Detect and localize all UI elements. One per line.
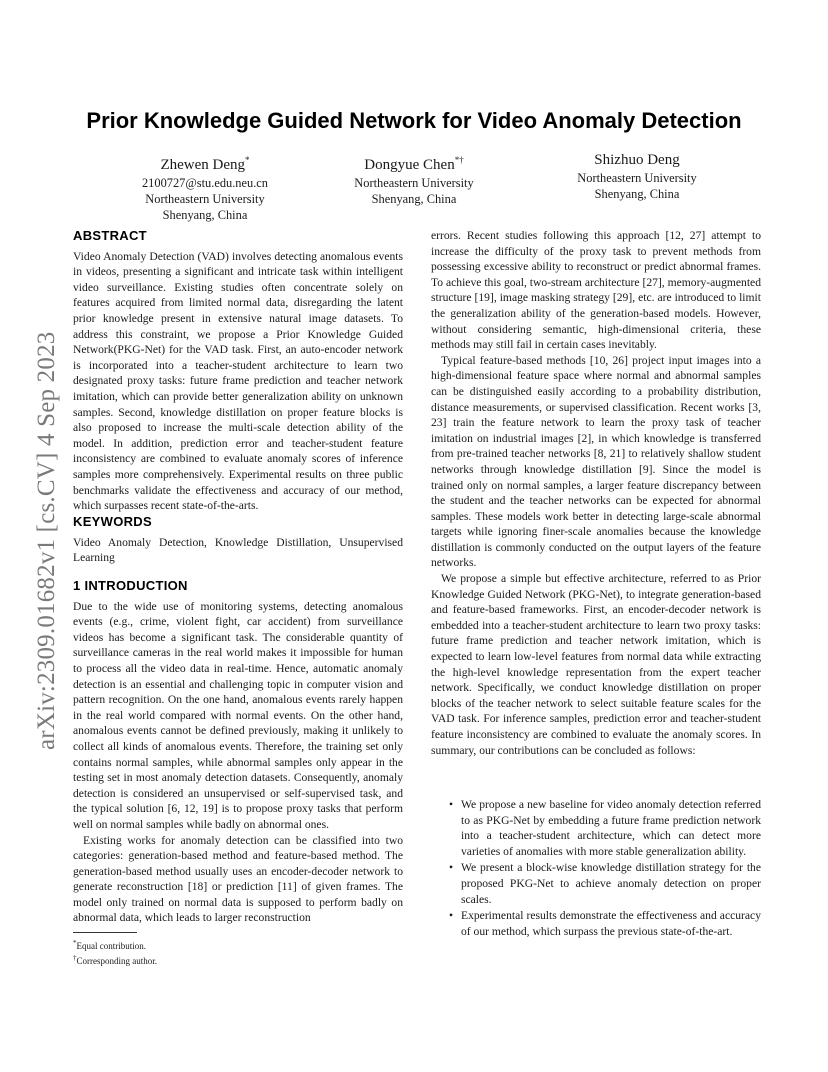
author-affiliation: Northeastern University (354, 176, 474, 190)
paper-title: Prior Knowledge Guided Network for Video Anomaly Detection (86, 108, 742, 133)
intro-paragraph-1: Due to the wide use of monitoring systems, detecting anomalous events (e.g., crime, violent fight, car accident) from surveillance videos has become a significant task. The considerable quantity of surveillance cameras in the real world makes it impossible for human to process all the video data in real-time. Hence, automatic anomaly detection is an essential and challenging topic in computer vision and pattern recognition. On the one hand, anomalous events rarely happen in the real world compared with normal events. On the other hand, anomalous events cannot be defined previously, making it unlikely to collect all kinds of anomalous events. Therefore, the training set only contains normal samples, while abnormal samples only appear in the testing set in most anomaly detection datasets. Consequently, anomaly detection is considered an unsupervised or self-supervised task, and the typical solution [6, 12, 19] is to propose proxy tasks that perform well on normal samples while badly on abnormal ones. (73, 599, 403, 831)
right-column (431, 228, 761, 758)
intro-paragraph-3: errors. Recent studies following this approach [12, 27] attempt to increase the difficulty of the proxy task to prevent methods from possessing excessive ability to reconstruct or predict abnormal frames. To achieve this goal, two-stream architecture [27], memory-augmented structure [19], image masking strategy [29], etc. are introduced to limit the generalization ability of the generation-based models. However, without considering semantic, high-dimensional criteria, these methods may still fail in certain cases inevitably. (431, 229, 761, 352)
intro-paragraph-2: Existing works for anomaly detection can be classified into two categories: generation-based method and feature-based method. The generation-based method usually uses an encoder-decoder network to generate reconstruction [18] or prediction [11] of given frames. The model only trained on normal data is supposed to perform badly on abnormal data, which leads to larger reconstruction (73, 833, 403, 925)
author-mark: *† (454, 155, 464, 165)
contribution-item: • We propose a new baseline for video anomaly detection referred to as PKG-Net by embedding a future frame prediction network into a teacher-student architecture, which can detect more varieties of anomalies with more stable generalization ability. (449, 798, 761, 858)
keywords-text: Video Anomaly Detection, Knowledge Distillation, Unsupervised Learning (73, 535, 403, 565)
footnote-equal-contribution: *Equal contribution. (73, 939, 146, 951)
contribution-item: • Experimental results demonstrate the effectiveness and accuracy of our method, which surpass the previous state-of-the-art. (449, 909, 761, 938)
introduction-section (73, 578, 403, 926)
author-name: Zhewen Deng (160, 157, 246, 173)
arxiv-identifier-stamp: arXiv:2309.01682v1 [cs.CV] 4 Sep 2023 (33, 331, 60, 750)
intro-paragraph-4: Typical feature-based methods [10, 26] project input images into a high-dimensional feature space where normal and abnormal samples can be distinguished easily according to a probability distribution, distance measurements, or supervised classification. Recent works [3, 23] train the feature network to learn the proxy task of teacher imitation on industrial images [2], in which knowledge is transferred from pre-trained teacher networks [8, 21] to relatively shallow student networks through knowledge distillation [9]. Since the model is trained only on normal samples, a larger feature discrepancy between the student and the teacher networks can be expected for abnormal samples. These models work better in detecting large-scale abnormal targets while ignoring finer-scale anomalies because the knowledge distillation is commonly conducted on the output layers of the feature networks. (431, 353, 761, 570)
author-block-2 (304, 150, 524, 207)
contributions-list (431, 797, 761, 940)
abstract-text: Video Anomaly Detection (VAD) involves detecting anomalous events in videos, presenting a significant and intricate task within intelligent video surveillance. Existing studies often concentrate solely on features acquired from limited normal data, disregarding the latent prior knowledge present in extensive natural image datasets. To address this constraint, we propose a Prior Knowledge Guided Network(PKG-Net) for the VAD task. First, an auto-encoder network is incorporated into a teacher-student architecture to learn two designated proxy tasks: future frame prediction and teacher network imitation, which can provide better generalization ability on unknown samples. Second, knowledge distillation on proper feature blocks is also proposed to increase the multi-scale detection ability of the model. In addition, prediction error and teacher-student feature inconsistency are combined to evaluate anomaly scores of inference samples more comprehensively. Experimental results on three public benchmarks validate the effectiveness and accuracy of our method, which surpasses recent state-of-the-arts. (73, 249, 403, 513)
author-affiliation: Northeastern University (577, 171, 697, 185)
left-column (73, 228, 403, 514)
author-block-3 (527, 150, 747, 202)
footnote-rule (73, 932, 137, 933)
keywords-heading: KEYWORDS (73, 514, 152, 529)
author-block-1 (95, 150, 315, 223)
author-name: Dongyue Chen (364, 157, 455, 173)
author-location: Shenyang, China (371, 192, 457, 206)
author-mark: * (245, 155, 250, 165)
introduction-heading: 1 INTRODUCTION (73, 578, 188, 593)
intro-paragraph-5: We propose a simple but effective architecture, referred to as Prior Knowledge Guided Network (PKG-Net), to integrate generation-based and feature-based frameworks. First, an encoder-decoder network is embedded into a teacher-student architecture to learn two proxy tasks: future frame prediction and teacher network imitation, which is expected to learn low-level features from normal data while extracting the high-level knowledge representation from the expert teacher network. Specifically, we conduct knowledge distillation on proper blocks of the teacher network to select suitable feature scales for the VAD task. For inference samples, prediction error and teacher-student feature inconsistency are combined to evaluate the anomaly scores. In summary, our contributions can be concluded as follows: (431, 572, 761, 757)
author-affiliation: Northeastern University (145, 192, 265, 206)
footnote-corresponding-author: †Corresponding author. (73, 954, 157, 966)
author-location: Shenyang, China (162, 208, 248, 222)
footnotes (73, 932, 403, 967)
contribution-item: • We present a block-wise knowledge distillation strategy for the proposed PKG-Net to achieve anomaly detection on proper scales. (449, 861, 761, 906)
author-name: Shizhuo Deng (594, 152, 680, 168)
abstract-heading: ABSTRACT (73, 228, 147, 243)
keywords-section (73, 514, 403, 566)
author-email: 2100727@stu.edu.neu.cn (141, 176, 268, 190)
author-location: Shenyang, China (594, 187, 680, 201)
